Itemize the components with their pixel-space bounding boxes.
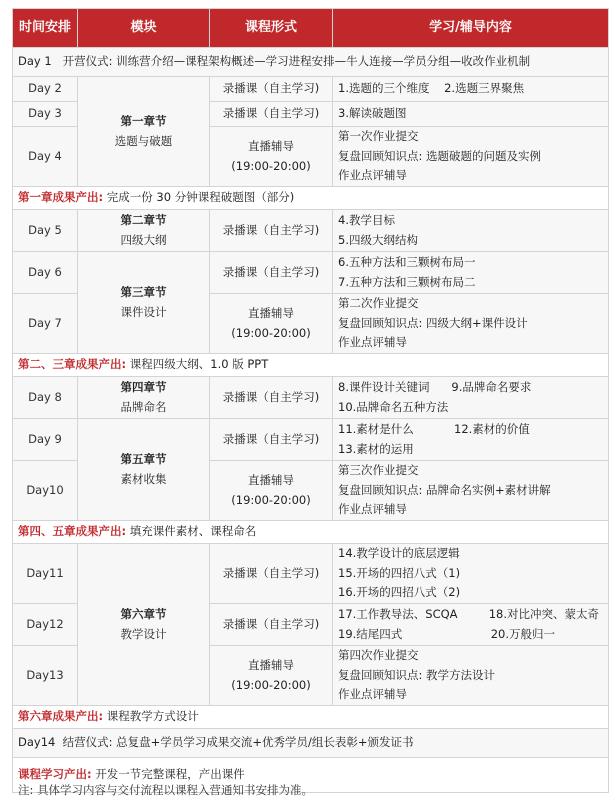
- content-cell: [333, 102, 609, 127]
- content-item: 9.品牌命名要求: [451, 380, 532, 394]
- result-row: [13, 706, 609, 729]
- module-subtitle: 四级大纲: [120, 232, 167, 247]
- format-label: 直播辅导: [248, 473, 294, 487]
- format-cell: 录播课（自主学习): [210, 252, 333, 294]
- table-row: [13, 419, 609, 461]
- opening-day: Day 1: [18, 54, 52, 69]
- module-subtitle: 品牌命名: [120, 399, 167, 414]
- header-format: 课程形式: [210, 9, 333, 48]
- module-subtitle: 教学设计: [120, 626, 167, 641]
- day-cell: Day11: [13, 544, 78, 604]
- module-subtitle: 选题与破题: [114, 133, 173, 148]
- content-item: 20.万般归一: [490, 626, 555, 641]
- result-row: [13, 187, 609, 210]
- format-cell: 录播课（自主学习): [210, 544, 333, 604]
- content-item: 17.工作教导法、SCQA: [338, 607, 458, 621]
- table-row: [13, 377, 609, 419]
- content-item: 19.结尾四式: [338, 626, 403, 641]
- format-cell: [210, 127, 333, 187]
- content-cell: [333, 294, 609, 354]
- module-cell: [78, 77, 210, 187]
- schedule-table: [12, 8, 609, 793]
- day-cell: Day13: [13, 646, 78, 706]
- result-row: [13, 521, 609, 544]
- day-cell: Day10: [13, 461, 78, 521]
- module-cell: [78, 544, 210, 706]
- content-item: 5.四级大纲结构: [338, 232, 418, 247]
- format-time: (19:00-20:00): [231, 677, 311, 692]
- result-row: [13, 354, 609, 377]
- module-title: 第一章节: [120, 114, 167, 128]
- format-label: 直播辅导: [248, 306, 294, 320]
- content-item: 18.对比冲突、蒙太奇: [488, 607, 599, 621]
- day-cell: Day 8: [13, 377, 78, 419]
- content-cell: [333, 604, 609, 646]
- content-item: 作业点评辅导: [338, 335, 407, 350]
- content-item: 14.教学设计的底层逻辑: [338, 546, 460, 561]
- opening-text: 开营仪式: 训练营介绍—课程架构概述—学习进程安排—牛人连接—学员分组—收改作业机制: [62, 54, 531, 69]
- format-time: (19:00-20:00): [231, 492, 311, 507]
- result-label: 第二、三章成果产出:: [18, 357, 127, 372]
- table-row: [13, 77, 609, 102]
- format-cell: 录播课（自主学习): [210, 419, 333, 461]
- content-cell: [333, 419, 609, 461]
- module-title: 第六章节: [120, 607, 167, 621]
- content-item: 第二次作业提交: [338, 296, 419, 311]
- module-title: 第二章节: [120, 213, 167, 227]
- module-cell: [78, 419, 210, 521]
- result-text: 填充课件素材、课程命名: [129, 524, 257, 539]
- schedule-container: [12, 8, 608, 790]
- format-cell: 录播课（自主学习): [210, 210, 333, 252]
- content-item: 3.解读破题图: [338, 106, 407, 121]
- content-item: 复盘回顾知识点: 教学方法设计: [338, 667, 496, 682]
- content-item: 13.素材的运用: [338, 441, 414, 456]
- header-time: 时间安排: [13, 9, 78, 48]
- content-item: 6.五种方法和三颗树布局一: [338, 255, 476, 269]
- day-cell: Day 3: [13, 102, 78, 127]
- result-label: 第四、五章成果产出:: [18, 524, 127, 539]
- format-cell: [210, 294, 333, 354]
- day-cell: Day 9: [13, 419, 78, 461]
- content-item: 复盘回顾知识点: 四级大纲+课件设计: [338, 315, 528, 330]
- content-cell: [333, 461, 609, 521]
- content-cell: [333, 252, 609, 294]
- content-cell: [333, 646, 609, 706]
- content-item: 作业点评辅导: [338, 502, 407, 517]
- table-row: [13, 210, 609, 252]
- module-subtitle: 素材收集: [120, 471, 167, 486]
- module-cell: [78, 377, 210, 419]
- content-item: 7.五种方法和三颗树布局二: [338, 274, 476, 289]
- closing-text: 结营仪式: 总复盘+学员学习成果交流+优秀学员/组长表彰+颁发证书: [62, 735, 414, 750]
- header-row: [13, 9, 609, 48]
- content-cell: [333, 210, 609, 252]
- footnote: 注: 具体学习内容与交付流程以课程入营通知书安排为准。: [18, 783, 314, 797]
- format-cell: 录播课（自主学习): [210, 377, 333, 419]
- result-label: 第一章成果产出:: [18, 190, 104, 205]
- format-time: (19:00-20:00): [231, 158, 311, 173]
- module-title: 第四章节: [120, 380, 167, 394]
- table-row: [13, 252, 609, 294]
- day-cell: Day 2: [13, 77, 78, 102]
- content-cell: [333, 77, 609, 102]
- format-time: (19:00-20:00): [231, 325, 311, 340]
- result-label: 第六章成果产出:: [18, 709, 104, 724]
- content-item: 11.素材是什么: [338, 422, 414, 436]
- content-item: 8.课件设计关键词: [338, 380, 430, 394]
- format-cell: 录播课（自主学习): [210, 102, 333, 127]
- closing-row: [13, 729, 609, 758]
- content-item: 12.素材的价值: [454, 422, 530, 436]
- format-label: 直播辅导: [248, 139, 294, 153]
- format-cell: 录播课（自主学习): [210, 604, 333, 646]
- content-item: 2.选题三界聚焦: [444, 81, 525, 96]
- final-result-label: 课程学习产出:: [18, 767, 92, 782]
- content-cell: [333, 544, 609, 604]
- content-item: 作业点评辅导: [338, 687, 407, 702]
- module-subtitle: 课件设计: [120, 304, 167, 319]
- module-cell: [78, 210, 210, 252]
- format-cell: [210, 461, 333, 521]
- content-item: 4.教学目标: [338, 213, 395, 227]
- day-cell: Day 6: [13, 252, 78, 294]
- header-module: 模块: [78, 9, 210, 48]
- day-cell: Day 5: [13, 210, 78, 252]
- day-cell: Day 4: [13, 127, 78, 187]
- module-title: 第三章节: [120, 285, 167, 299]
- table-row: [13, 544, 609, 604]
- format-label: 直播辅导: [248, 658, 294, 672]
- result-text: 课程教学方式设计: [106, 709, 199, 724]
- content-item: 1.选题的三个维度: [338, 81, 430, 96]
- result-text: 完成一份 30 分钟课程破题图（部分): [106, 190, 295, 205]
- day-cell: Day12: [13, 604, 78, 646]
- content-item: 第四次作业提交: [338, 648, 419, 663]
- content-cell: [333, 127, 609, 187]
- format-cell: 录播课（自主学习): [210, 77, 333, 102]
- result-text: 课程四级大纲、1.0 版 PPT: [129, 357, 269, 372]
- closing-day: Day14: [18, 735, 56, 750]
- content-item: 10.品牌命名五种方法: [338, 399, 449, 414]
- module-cell: [78, 252, 210, 354]
- content-item: 第一次作业提交: [338, 129, 419, 144]
- content-item: 第三次作业提交: [338, 463, 419, 478]
- content-item: 15.开场的四招八式（1): [338, 565, 461, 580]
- final-result-text: 开发一节完整课程，产出课件: [95, 767, 245, 782]
- content-item: 复盘回顾知识点: 选题破题的问题及实例: [338, 148, 542, 163]
- format-cell: [210, 646, 333, 706]
- header-content: 学习/辅导内容: [333, 9, 609, 48]
- content-item: 16.开场的四招八式（2): [338, 585, 461, 600]
- content-item: 复盘回顾知识点: 品牌命名实例+素材讲解: [338, 482, 551, 497]
- opening-row: [13, 48, 609, 77]
- content-cell: [333, 377, 609, 419]
- module-title: 第五章节: [120, 452, 167, 466]
- content-item: 作业点评辅导: [338, 168, 407, 183]
- day-cell: Day 7: [13, 294, 78, 354]
